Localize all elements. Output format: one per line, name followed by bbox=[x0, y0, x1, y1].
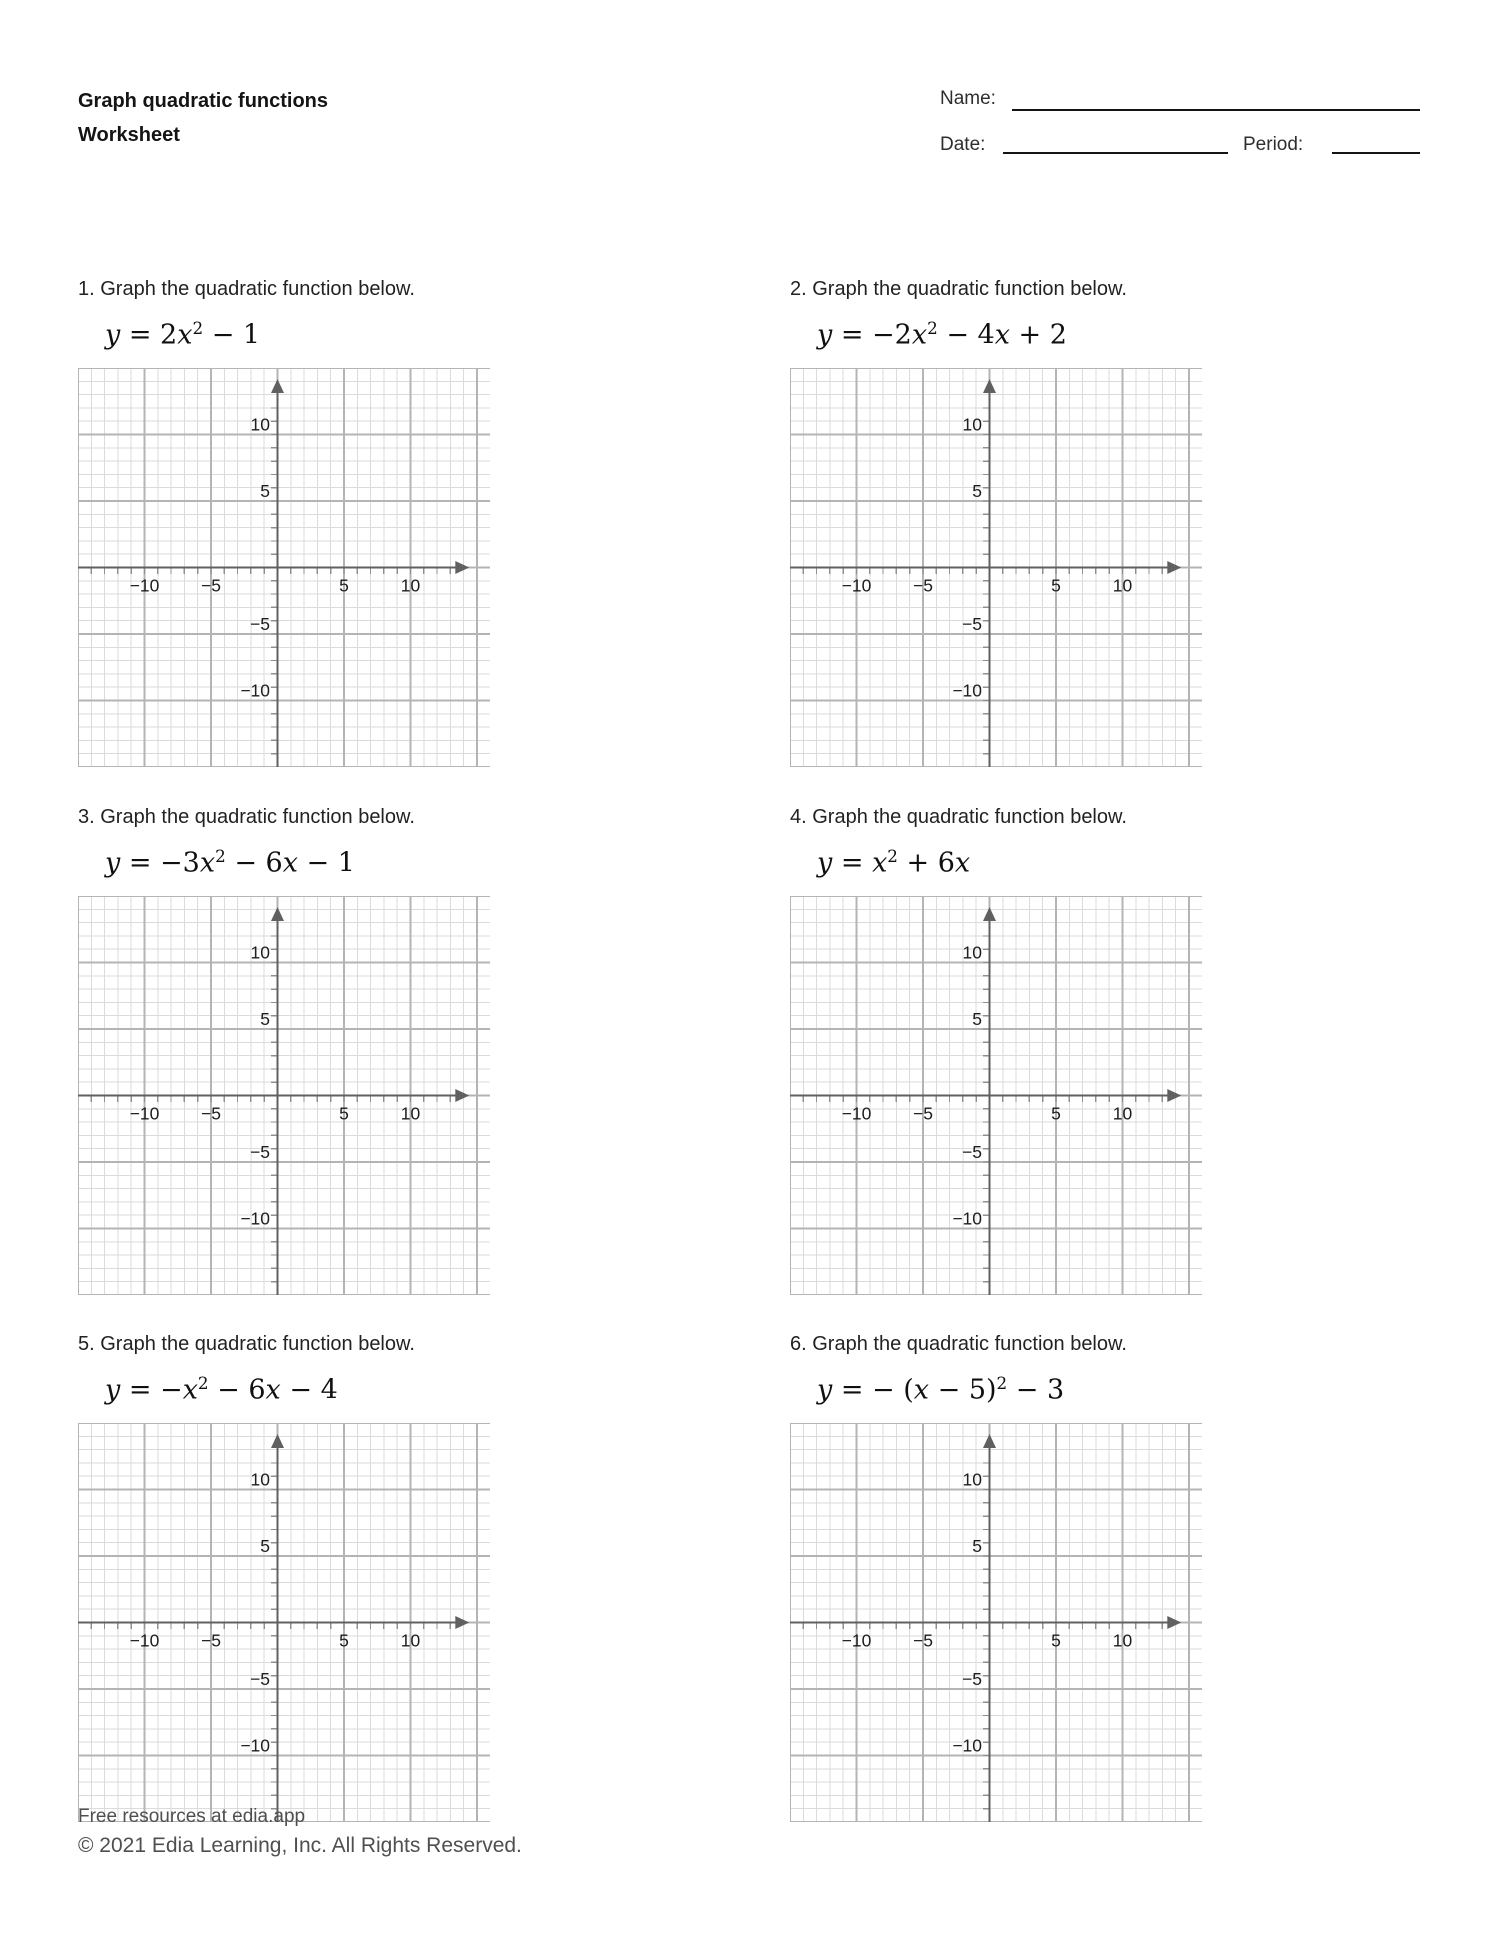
problem-5-equation: $y = -x^2 - 6x - 4$ bbox=[105, 1373, 338, 1406]
svg-text:10: 10 bbox=[400, 575, 421, 596]
footer-copyright: © 2021 Edia Learning, Inc. All Rights Reserved. bbox=[78, 1834, 522, 1857]
svg-text:−10: −10 bbox=[129, 1103, 160, 1124]
svg-text:−10: −10 bbox=[841, 575, 872, 596]
problem-5-prompt bbox=[78, 1333, 415, 1356]
page-title-line1: Graph quadratic functions bbox=[78, 90, 329, 112]
svg-text:5: 5 bbox=[1051, 575, 1061, 596]
problem-5 bbox=[78, 1333, 508, 1838]
svg-text:10: 10 bbox=[250, 942, 270, 963]
problem-6 bbox=[790, 1333, 1220, 1838]
svg-text:−5: −5 bbox=[201, 575, 221, 596]
svg-text:5: 5 bbox=[260, 1536, 270, 1557]
problem-prompt-text: Graph the quadratic function below. bbox=[812, 1333, 1127, 1355]
svg-text:10: 10 bbox=[250, 1469, 270, 1490]
svg-text:−10: −10 bbox=[952, 1208, 982, 1229]
svg-text:−10: −10 bbox=[129, 1630, 160, 1651]
svg-text:−5: −5 bbox=[913, 1630, 933, 1651]
problem-3-prompt bbox=[78, 806, 415, 829]
svg-text:−5: −5 bbox=[250, 1141, 270, 1162]
problem-2-prompt bbox=[790, 278, 1127, 301]
svg-text:5: 5 bbox=[1051, 1630, 1061, 1651]
coordinate-grid bbox=[790, 896, 1202, 1295]
svg-text:5: 5 bbox=[339, 1103, 349, 1124]
svg-text:10: 10 bbox=[962, 942, 982, 963]
svg-text:−5: −5 bbox=[962, 1141, 982, 1162]
coordinate-grid bbox=[78, 368, 490, 767]
problem-4-prompt bbox=[790, 806, 1127, 829]
problem-number: 4. bbox=[790, 806, 807, 828]
problem-number: 5. bbox=[78, 1333, 95, 1355]
svg-text:5: 5 bbox=[339, 575, 349, 596]
svg-text:5: 5 bbox=[1051, 1103, 1061, 1124]
svg-text:10: 10 bbox=[1112, 1103, 1133, 1124]
problem-1 bbox=[78, 278, 508, 783]
svg-text:−10: −10 bbox=[240, 680, 270, 701]
problem-3-equation: $y = -3x^2 - 6x - 1$ bbox=[105, 846, 355, 879]
svg-text:−5: −5 bbox=[250, 1668, 270, 1689]
svg-text:−10: −10 bbox=[841, 1103, 872, 1124]
svg-text:5: 5 bbox=[260, 1009, 270, 1030]
svg-text:10: 10 bbox=[250, 414, 270, 435]
svg-text:10: 10 bbox=[400, 1103, 421, 1124]
svg-text:−10: −10 bbox=[841, 1630, 872, 1651]
problem-4-equation: $y = x^2 + 6x$ bbox=[817, 846, 971, 879]
svg-text:−5: −5 bbox=[962, 613, 982, 634]
svg-text:−5: −5 bbox=[201, 1630, 221, 1651]
problem-number: 6. bbox=[790, 1333, 807, 1355]
svg-text:10: 10 bbox=[962, 1469, 982, 1490]
period-label: Period: bbox=[1243, 134, 1304, 155]
svg-text:−10: −10 bbox=[240, 1208, 270, 1229]
svg-text:10: 10 bbox=[1112, 575, 1133, 596]
svg-text:10: 10 bbox=[962, 414, 982, 435]
svg-text:10: 10 bbox=[400, 1630, 421, 1651]
problem-3 bbox=[78, 806, 508, 1311]
coordinate-grid bbox=[78, 1423, 490, 1822]
page-title bbox=[78, 84, 328, 152]
svg-text:10: 10 bbox=[1112, 1630, 1133, 1651]
coordinate-grid bbox=[78, 896, 490, 1295]
name-line bbox=[1012, 79, 1420, 111]
svg-text:−5: −5 bbox=[913, 575, 933, 596]
svg-text:−5: −5 bbox=[913, 1103, 933, 1124]
problem-4 bbox=[790, 806, 1220, 1311]
svg-text:−5: −5 bbox=[201, 1103, 221, 1124]
footer-resources: Free resources at edia.app bbox=[78, 1806, 306, 1827]
svg-text:5: 5 bbox=[972, 481, 982, 502]
svg-text:−10: −10 bbox=[240, 1735, 270, 1756]
coordinate-grid bbox=[790, 368, 1202, 767]
period-line bbox=[1332, 125, 1420, 154]
problem-2 bbox=[790, 278, 1220, 783]
problem-number: 3. bbox=[78, 806, 95, 828]
svg-text:−5: −5 bbox=[250, 613, 270, 634]
coordinate-grid bbox=[790, 1423, 1202, 1822]
svg-text:5: 5 bbox=[260, 481, 270, 502]
svg-text:−10: −10 bbox=[129, 575, 160, 596]
svg-text:−10: −10 bbox=[952, 680, 982, 701]
problem-1-prompt bbox=[78, 278, 415, 301]
problem-number: 2. bbox=[790, 278, 807, 300]
problem-2-equation: $y = -2x^2 - 4x + 2$ bbox=[817, 318, 1067, 351]
svg-text:−10: −10 bbox=[952, 1735, 982, 1756]
problem-6-prompt bbox=[790, 1333, 1127, 1356]
problem-prompt-text: Graph the quadratic function below. bbox=[812, 278, 1127, 300]
name-label: Name: bbox=[940, 88, 996, 109]
svg-text:5: 5 bbox=[339, 1630, 349, 1651]
svg-text:5: 5 bbox=[972, 1009, 982, 1030]
svg-text:5: 5 bbox=[972, 1536, 982, 1557]
svg-text:−5: −5 bbox=[962, 1668, 982, 1689]
problem-number: 1. bbox=[78, 278, 95, 300]
problem-prompt-text: Graph the quadratic function below. bbox=[100, 806, 415, 828]
date-line bbox=[1003, 125, 1228, 154]
problem-6-equation: y = − $(x - 5)^2 - 3$ bbox=[817, 1373, 1065, 1406]
problem-prompt-text: Graph the quadratic function below. bbox=[812, 806, 1127, 828]
problem-prompt-text: Graph the quadratic function below. bbox=[100, 278, 415, 300]
problem-prompt-text: Graph the quadratic function below. bbox=[100, 1333, 415, 1355]
page-title-line2: Worksheet bbox=[78, 124, 180, 146]
problem-1-equation: $y = 2x^2 - 1$ bbox=[105, 318, 261, 351]
date-label: Date: bbox=[940, 134, 986, 155]
